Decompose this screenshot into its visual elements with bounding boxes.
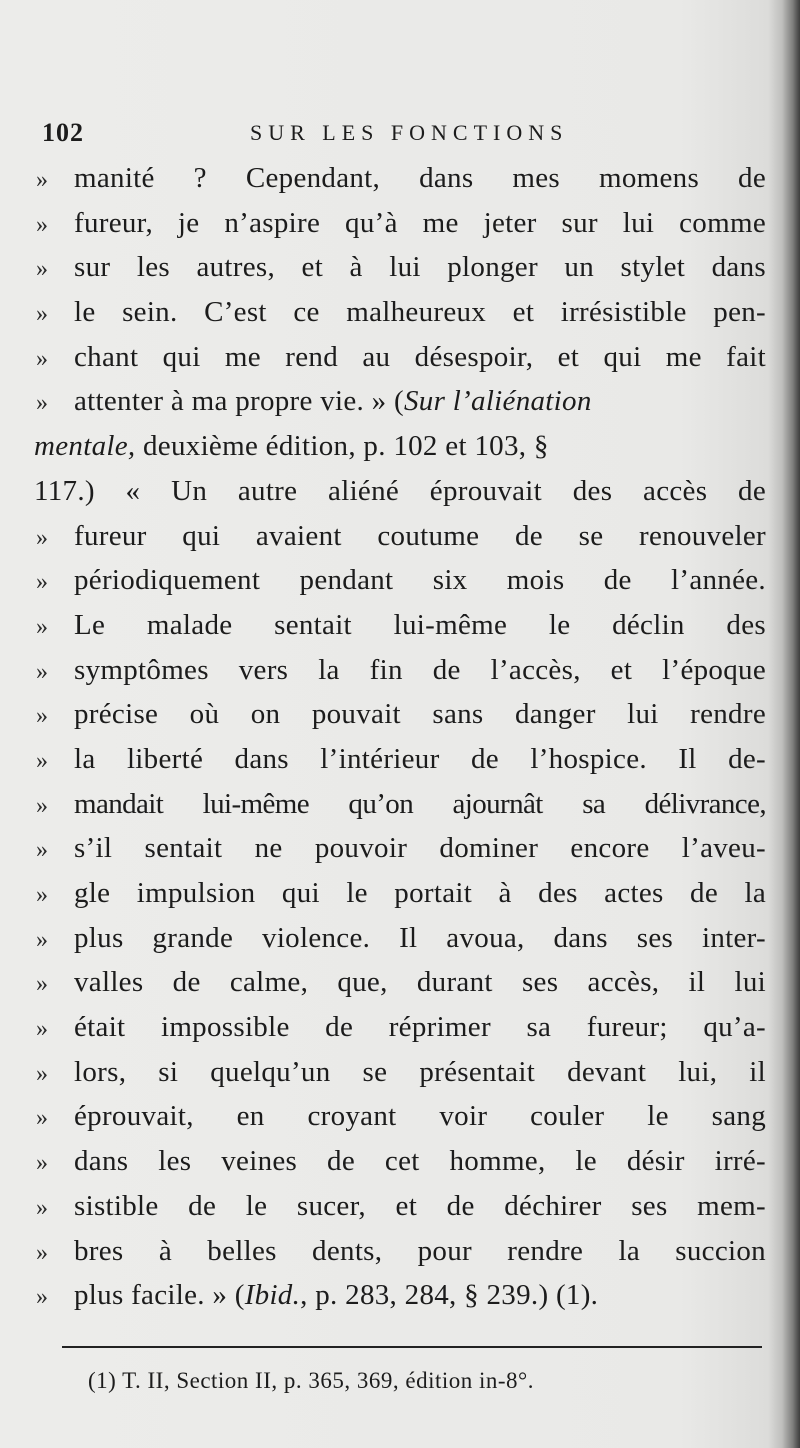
running-head: SUR LES FONCTIONS [250,120,569,145]
text-line [36,156,766,201]
quote-mark: » [36,256,49,283]
line-text: fureur, je n’aspire qu’à me jeter sur lui comme [74,206,766,239]
text-line [36,603,766,648]
quote-mark: » [36,1060,49,1087]
line-text: bres à belles dents, pour rendre la succion [74,1234,766,1267]
footnote-rule [62,1346,762,1348]
text-line [36,648,766,693]
quote-mark: » [36,301,49,328]
line-text: était impossible de réprimer sa fureur; qu’a- [74,1011,766,1044]
page-number: 102 [42,118,84,147]
text-line [36,201,766,246]
quote-mark: » [36,1105,49,1132]
text-line [34,469,766,514]
text-line [36,1273,766,1318]
text-line [36,871,766,916]
line-text: Le malade sentait lui-même le déclin des [74,608,766,641]
quote-mark: » [36,167,49,193]
quote-mark: » [36,837,49,864]
quote-mark: » [36,703,49,730]
quote-mark: » [36,882,49,908]
quote-mark: » [36,524,49,551]
quote-mark: » [36,792,48,819]
line-text: symptômes vers la fin de l’accès, et l’époque [74,653,766,686]
text-line [36,1005,766,1050]
quote-mark: » [36,971,49,998]
text-line [36,335,766,380]
line-text: valles de calme, que, durant ses accès, il lui [74,966,766,999]
line-text: plus facile. » ( [74,1279,245,1312]
text-line [36,782,766,827]
text-line [36,558,766,603]
line-text: mandait lui-même qu’on ajournât sa délivrance, [74,787,766,820]
line-text: le sein. C’est ce malheureux et irrésistible pen- [74,296,766,329]
line-text: périodiquement pendant six mois de l’année. [74,564,766,597]
text-line [36,245,766,290]
line-text: la liberté dans l’intérieur de l’hospice. Il de- [74,742,766,775]
quote-mark: » [36,345,49,372]
line-text: sur les autres, et à lui plonger un stylet dans [74,251,766,284]
line-text: éprouvait, en croyant voir couler le sang [74,1100,766,1133]
line-text: gle impulsion qui le portait à des actes de la [74,877,766,909]
text-line [36,290,766,335]
quote-mark: » [36,1284,49,1311]
quote-mark: » [36,1016,49,1043]
citation-ibid: Ibid. [244,1279,301,1312]
line-text: précise où on pouvait sans danger lui rendre [74,698,766,731]
line-text: attenter à ma propre vie. » ( [74,385,404,418]
text-line [36,1094,766,1139]
footnote: (1) T. II, Section II, p. 365, 369, édition in-8°. [88,1368,534,1393]
citation-pages: , p. 283, 284, § 239.) (1). [300,1279,599,1312]
page-header [40,118,760,150]
quote-mark: » [36,926,49,953]
text-line [36,737,766,782]
quote-mark: » [36,390,49,417]
text-line [36,1184,766,1229]
line-text: 117.) « Un autre aliéné éprouvait des accès de [34,474,766,507]
quote-mark: » [36,569,49,596]
quote-mark: » [36,211,49,238]
quote-mark: » [36,613,49,640]
text-line [36,960,766,1005]
text-line [36,1229,766,1274]
quote-mark: » [36,658,49,685]
line-text: s’il sentait ne pouvoir dominer encore l’aveu- [74,832,766,865]
citation-title-part: mentale, [34,430,136,463]
text-line [36,1139,766,1184]
text-line [36,916,766,961]
text-line [34,424,766,469]
text-line [36,1050,766,1095]
quote-mark: » [36,747,49,774]
text-line [36,379,766,424]
line-text: sistible de le sucer, et de déchirer ses mem- [74,1189,766,1222]
line-text: lors, si quelqu’un se présentait devant lui, il [74,1055,766,1088]
text-line [36,826,766,871]
line-text: chant qui me rend au désespoir, et qui me fait [74,340,766,373]
line-text: deuxième édition, p. 102 et 103, § [135,430,549,463]
text-line [36,514,766,559]
quote-mark: » [36,1150,49,1177]
page-edge-shadow [782,0,800,1448]
text-line [36,692,766,737]
citation-title-part: Sur l’aliénation [403,385,592,418]
line-text: manité ? Cependant, dans mes momens de [74,162,766,194]
line-text: plus grande violence. Il avoua, dans ses inter- [74,921,766,954]
line-text: fureur qui avaient coutume de se renouveler [74,519,766,552]
quote-mark: » [36,1239,49,1266]
quote-mark: » [36,1194,49,1221]
line-text: dans les veines de cet homme, le désir irré- [74,1145,766,1178]
body-text [36,156,766,1318]
